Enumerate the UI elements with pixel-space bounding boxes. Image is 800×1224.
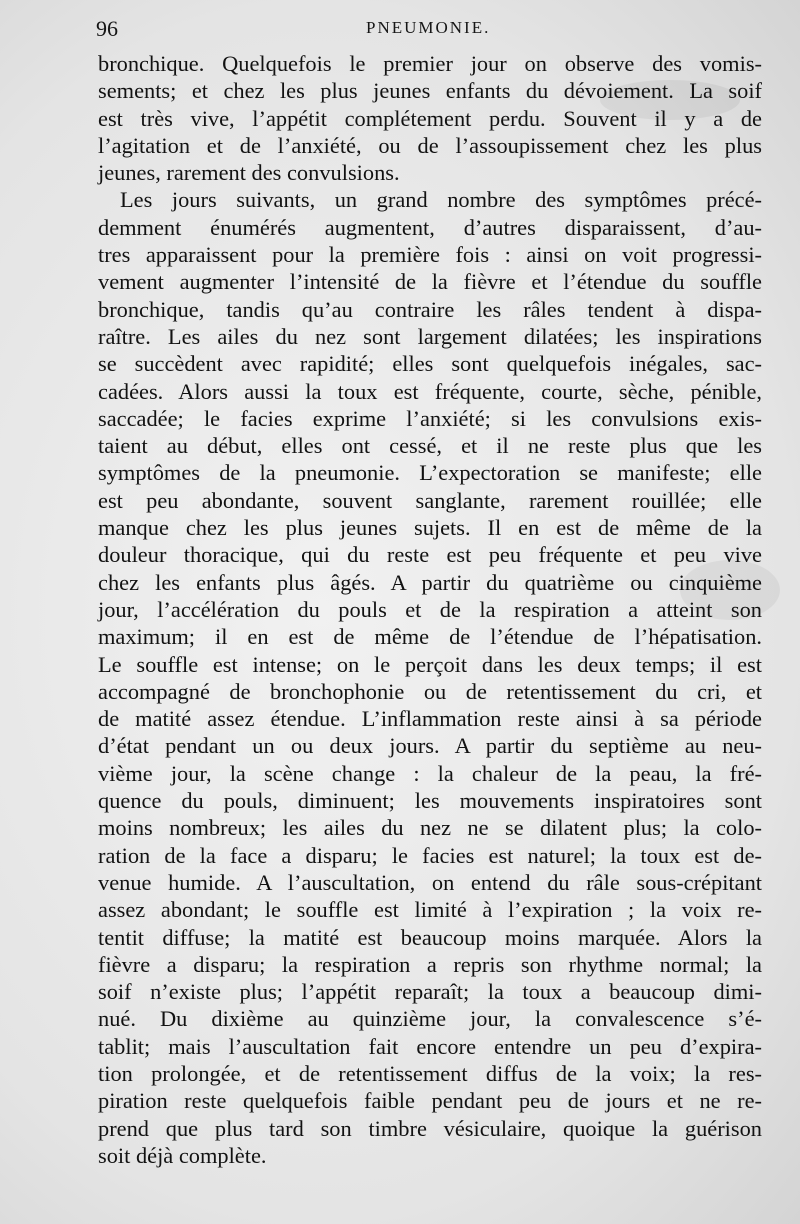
text-line: tres apparaissent pour la première fois : ainsi on voit progressi- xyxy=(98,242,762,268)
text-line: raître. Les ailes du nez sont largement dilatées; les inspirations xyxy=(98,323,762,349)
text-line: taient au début, elles ont cessé, et il ne reste plus que les xyxy=(98,433,762,459)
text-line: manque chez les plus jeunes sujets. Il en est de même de la xyxy=(98,515,762,541)
text-line: sements; et chez les plus jeunes enfants du dévoiement. La soif xyxy=(98,78,762,104)
running-title: PNEUMONIE. xyxy=(366,18,491,37)
page-number: 96 xyxy=(96,16,118,41)
text-line: jour, l’accélération du pouls et de la respiration a atteint son xyxy=(98,596,762,622)
text-line: de matité assez étendue. L’inflammation reste ainsi à sa période xyxy=(98,706,762,732)
text-line: se succèdent avec rapidité; elles sont quelquefois inégales, sac- xyxy=(98,351,762,377)
text-line: cadées. Alors aussi la toux est fréquente, courte, sèche, pénible, xyxy=(98,378,762,404)
body-text xyxy=(98,50,762,1169)
text-line: vement augmenter l’intensité de la fièvre et l’étendue du souffle xyxy=(98,269,762,295)
text-line: soif n’existe plus; l’appétit reparaît; la toux a beaucoup dimi- xyxy=(98,979,762,1005)
text-line: moins nombreux; les ailes du nez ne se dilatent plus; la colo- xyxy=(98,815,762,841)
text-line: quence du pouls, diminuent; les mouvements inspiratoires sont xyxy=(98,788,762,814)
text-line: piration reste quelquefois faible pendant peu de jours et ne re- xyxy=(98,1088,762,1114)
text-line: d’état pendant un ou deux jours. A partir du septième au neu- xyxy=(98,733,762,759)
text-line: tentit diffuse; la matité est beaucoup moins marquée. Alors la xyxy=(98,924,762,950)
text-line: chez les enfants plus âgés. A partir du quatrième ou cinquième xyxy=(98,569,762,595)
text-line: Le souffle est intense; on le perçoit dans les deux temps; il est xyxy=(98,651,762,677)
text-line: vième jour, la scène change : la chaleur de la peau, la fré- xyxy=(98,760,762,786)
text-line: ration de la face a disparu; le facies est naturel; la toux est de- xyxy=(98,842,762,868)
text-line: accompagné de bronchophonie ou de retentissement du cri, et xyxy=(98,678,762,704)
text-line: jeunes, rarement des convulsions. xyxy=(98,160,400,186)
text-line: est très vive, l’appétit complétement perdu. Souvent il y a de xyxy=(98,105,762,131)
text-line: venue humide. A l’auscultation, on entend du râle sous-crépitant xyxy=(98,869,762,895)
text-line: est peu abondante, souvent sanglante, rarement rouillée; elle xyxy=(98,487,762,513)
text-line: assez abondant; le souffle est limité à l’expiration ; la voix re- xyxy=(98,897,762,923)
text-line: nué. Du dixième au quinzième jour, la convalescence s’é- xyxy=(98,1006,762,1032)
text-line: prend que plus tard son timbre vésiculaire, quoique la guérison xyxy=(98,1115,762,1141)
text-line: demment énumérés augmentent, d’autres disparaissent, d’au- xyxy=(98,214,762,240)
text-line: bronchique. Quelquefois le premier jour on observe des vomis- xyxy=(98,51,762,76)
page-header xyxy=(96,14,756,44)
text-line: symptômes de la pneumonie. L’expectoration se manifeste; elle xyxy=(98,460,762,486)
text-line: soit déjà complète. xyxy=(98,1142,267,1168)
text-line: tablit; mais l’auscultation fait encore entendre un peu d’expira- xyxy=(98,1033,762,1059)
text-line: saccadée; le facies exprime l’anxiété; si les convulsions exis- xyxy=(98,405,762,431)
text-line: tion prolongée, et de retentissement diffus de la voix; la res- xyxy=(98,1060,762,1086)
text-line: l’agitation et de l’anxiété, ou de l’assoupissement chez les plus xyxy=(98,132,762,158)
text-line: fièvre a disparu; la respiration a repris son rhythme normal; la xyxy=(98,951,762,977)
text-line: maximum; il en est de même de l’étendue de l’hépatisation. xyxy=(98,624,762,650)
text-line: douleur thoracique, qui du reste est peu fréquente et peu vive xyxy=(98,542,762,568)
text-line: Les jours suivants, un grand nombre des symptômes précé- xyxy=(120,187,762,213)
text-line: bronchique, tandis qu’au contraire les râles tendent à dispa- xyxy=(98,296,762,322)
